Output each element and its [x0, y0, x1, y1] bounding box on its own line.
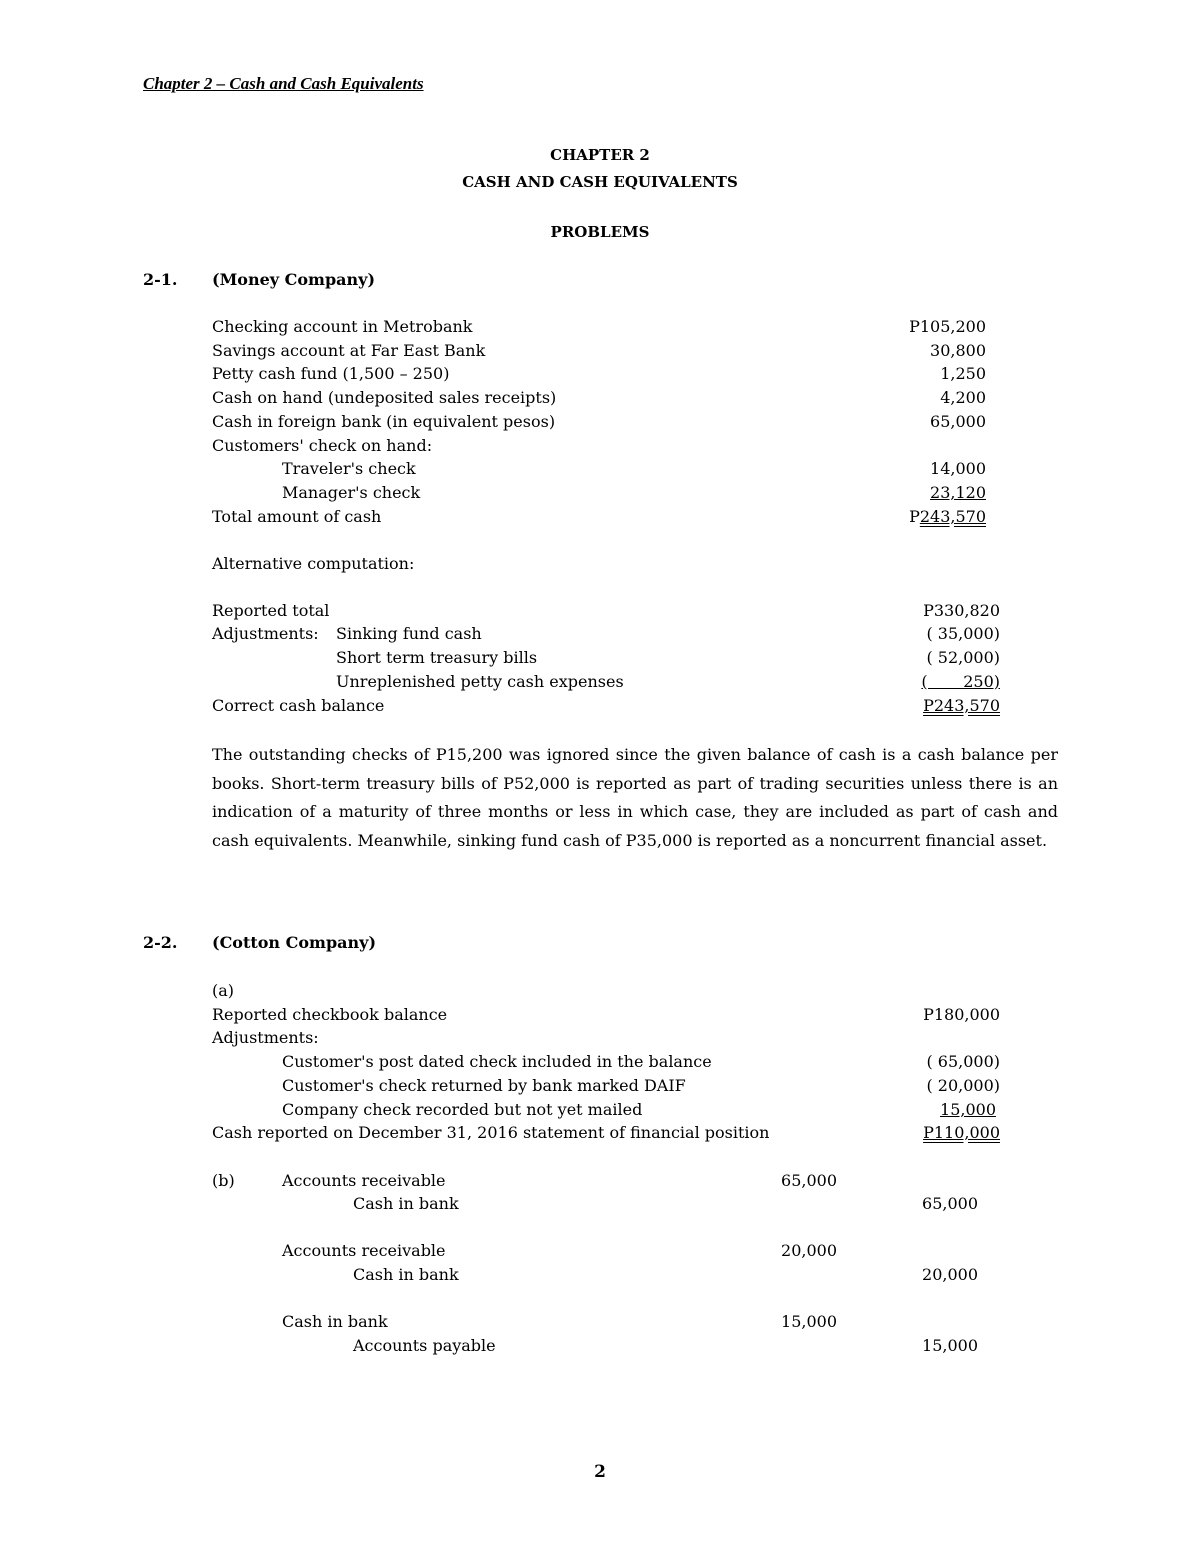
problem-company: (Money Company) [212, 270, 376, 289]
page-number: 2 [594, 1462, 606, 1482]
adjustment-amount: ( 20,000) [926, 1076, 1000, 1095]
explanation-paragraph: The outstanding checks of P15,200 was ignored since the given balance of cash is a cash balance per books. Short-term treasury bills of P52,000 is reported as part of trading securities unless there is an indication of a maturity of three months or less in which case, they are included as part of cash and cash equivalents. Meanwhile, sinking fund cash of P35,000 is reported as a noncurrent financial asset. [212, 745, 1058, 850]
credit-amount: 15,000 [922, 1336, 978, 1355]
problem-number: 2-1. [143, 270, 178, 289]
adjustments-label: Adjustments: [212, 624, 319, 643]
adjustment-item: Sinking fund cash [336, 624, 482, 643]
row-amount: 14,000 [930, 459, 986, 478]
total-label: Total amount of cash [212, 507, 382, 526]
adjustment-amount: ( 65,000) [926, 1052, 1000, 1071]
credit-account: Cash in bank [353, 1265, 459, 1284]
reported-label: Reported checkbook balance [212, 1005, 448, 1024]
problem-company: (Cotton Company) [212, 933, 377, 952]
debit-amount: 15,000 [781, 1312, 837, 1331]
debit-amount: 65,000 [781, 1171, 837, 1190]
adjustment-amount: ( 250) [921, 672, 1000, 691]
row-label: Petty cash fund (1,500 – 250) [212, 364, 450, 383]
row-amount: 23,120 [930, 483, 986, 502]
reported-label: Reported total [212, 601, 330, 620]
adjustment-item: Company check recorded but not yet mailed [282, 1100, 643, 1119]
part-b-label: (b) [212, 1171, 235, 1190]
debit-account: Accounts receivable [282, 1241, 446, 1260]
row-label: Customers' check on hand: [212, 436, 433, 455]
row-amount: P105,200 [909, 317, 986, 336]
correct-amount: P243,570 [923, 696, 1000, 715]
adjustment-amount: 15,000 [940, 1100, 996, 1119]
part-a-label: (a) [212, 981, 235, 1000]
total-amount: P110,000 [923, 1123, 1000, 1142]
adjustment-item: Customer's post dated check included in the balance [282, 1052, 712, 1071]
adjustment-item: Customer's check returned by bank marked DAIF [282, 1076, 686, 1095]
adjustments-label: Adjustments: [212, 1028, 319, 1047]
adjustment-item: Short term treasury bills [336, 648, 538, 667]
adjustment-item: Unreplenished petty cash expenses [336, 672, 624, 691]
row-amount: 30,800 [930, 341, 986, 360]
credit-account: Cash in bank [353, 1194, 459, 1213]
chapter-title: CHAPTER 2 [550, 146, 650, 164]
section-title: PROBLEMS [550, 223, 650, 241]
chapter-subtitle: CASH AND CASH EQUIVALENTS [462, 173, 738, 191]
adjustment-amount: ( 52,000) [926, 648, 1000, 667]
row-label: Cash in foreign bank (in equivalent pesos) [212, 412, 556, 431]
row-label: Manager's check [282, 483, 421, 502]
debit-account: Accounts receivable [282, 1171, 446, 1190]
adjustment-amount: ( 35,000) [926, 624, 1000, 643]
row-label: Traveler's check [282, 459, 416, 478]
debit-account: Cash in bank [282, 1312, 388, 1331]
alt-title: Alternative computation: [212, 554, 415, 573]
row-label: Cash on hand (undeposited sales receipts) [212, 388, 557, 407]
row-label: Checking account in Metrobank [212, 317, 473, 336]
credit-amount: 65,000 [922, 1194, 978, 1213]
total-label: Cash reported on December 31, 2016 statement of financial position [212, 1123, 770, 1142]
running-header: Chapter 2 – Cash and Cash Equivalents [143, 74, 424, 93]
row-amount: 65,000 [930, 412, 986, 431]
row-amount: 4,200 [940, 388, 986, 407]
row-amount: 1,250 [940, 364, 986, 383]
reported-amount: P330,820 [923, 601, 1000, 620]
problem-number: 2-2. [143, 933, 178, 952]
total-amount: P243,570 [909, 507, 986, 526]
reported-amount: P180,000 [923, 1005, 1000, 1024]
correct-label: Correct cash balance [212, 696, 385, 715]
credit-amount: 20,000 [922, 1265, 978, 1284]
debit-amount: 20,000 [781, 1241, 837, 1260]
credit-account: Accounts payable [353, 1336, 496, 1355]
row-label: Savings account at Far East Bank [212, 341, 486, 360]
